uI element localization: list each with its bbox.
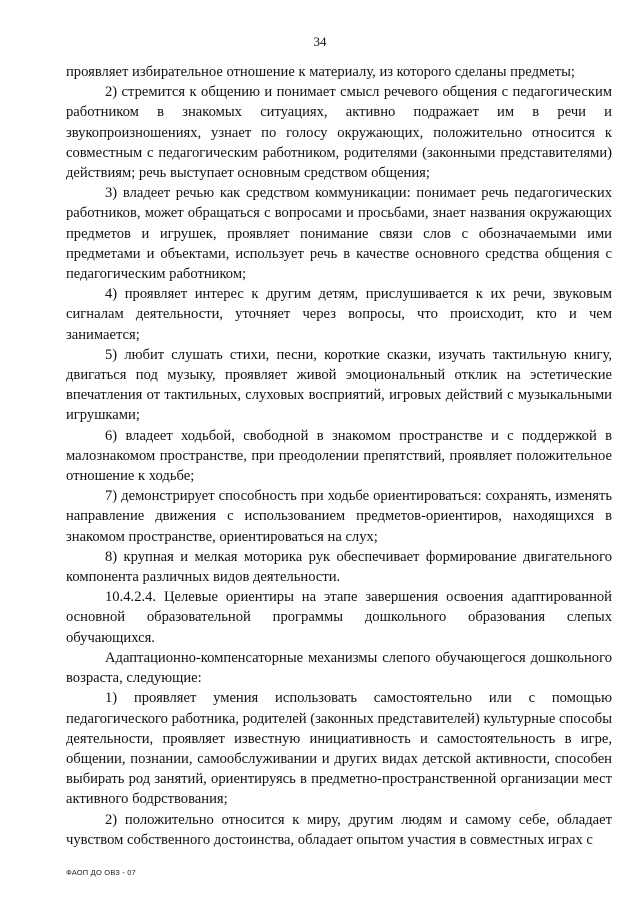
paragraph: 4) проявляет интерес к другим детям, прислушивается к их речи, звуковым сигналам деятельности, уточняет через вопросы, что происходит, кто и чем занимается; <box>66 286 612 343</box>
section-heading-paragraph: 10.4.2.4. Целевые ориентиры на этапе завершения освоения адаптированной основной образовательной программы дошкольного образования слепых обучающихся. <box>66 589 612 646</box>
paragraph: 3) владеет речью как средством коммуникации: понимает речь педагогических работников, может обращаться с вопросами и просьбами, знает названия окружающих предметов и игрушек, проявляет понимание связи слов с обозначаемыми ими предметами и объектами, использует речь в качестве основного средства общения с педагогическим работником; <box>66 185 612 283</box>
document-footer: ФАОП ДО ОВЗ - 07 <box>66 868 137 877</box>
paragraph: проявляет избирательное отношение к материалу, из которого сделаны предметы; <box>66 64 575 80</box>
paragraph: Адаптационно-компенсаторные механизмы слепого обучающегося дошкольного возраста, следующие: <box>66 649 612 687</box>
paragraph: 2) стремится к общению и понимает смысл речевого общения с педагогическим работником в знакомых ситуациях, активно подражает им в речи и звукопроизношениях, узнает по голосу окружающих, положительно относится к совместным с педагогическим работником, родителями (законными представителями) действиям; речь выступает основным средством общения; <box>66 84 612 182</box>
paragraph: 5) любит слушать стихи, песни, короткие сказки, изучать тактильную книгу, двигаться под музыку, проявляет живой эмоциональный отклик на эстетические впечатления от тактильных, слуховых восприятий, игровых действий с музыкальными игрушками; <box>66 346 612 424</box>
paragraph: 6) владеет ходьбой, свободной в знакомом пространстве и с поддержкой в малознакомом пространстве, при преодолении препятствий, проявляет положительное отношение к ходьбе; <box>66 427 612 485</box>
paragraph: 8) крупная и мелкая моторика рук обеспечивает формирование двигательного компонента различных видов деятельности. <box>66 548 612 586</box>
paragraph: 7) демонстрирует способность при ходьбе ориентироваться: сохранять, изменять направление движения с использованием предметов-ориентиров, находящихся в знакомом пространстве, ориентироваться на слух; <box>66 488 612 545</box>
page-number: 34 <box>313 34 327 49</box>
document-body <box>66 62 612 850</box>
paragraph: 1) проявляет умения использовать самостоятельно или с помощью педагогического работника, родителей (законных представителей) культурные способы деятельности, проявляет известную инициативность и самостоятельность в игре, общении, познании, самообслуживании и других видах детской активности, способен выбирать род занятий, ориентируясь в предметно-пространственной организации мест активного бодрствования; <box>66 690 612 808</box>
paragraph: 2) положительно относится к миру, другим людям и самому себе, обладает чувством собственного достоинства, обладает опытом участия в совместных играх с <box>66 811 612 848</box>
